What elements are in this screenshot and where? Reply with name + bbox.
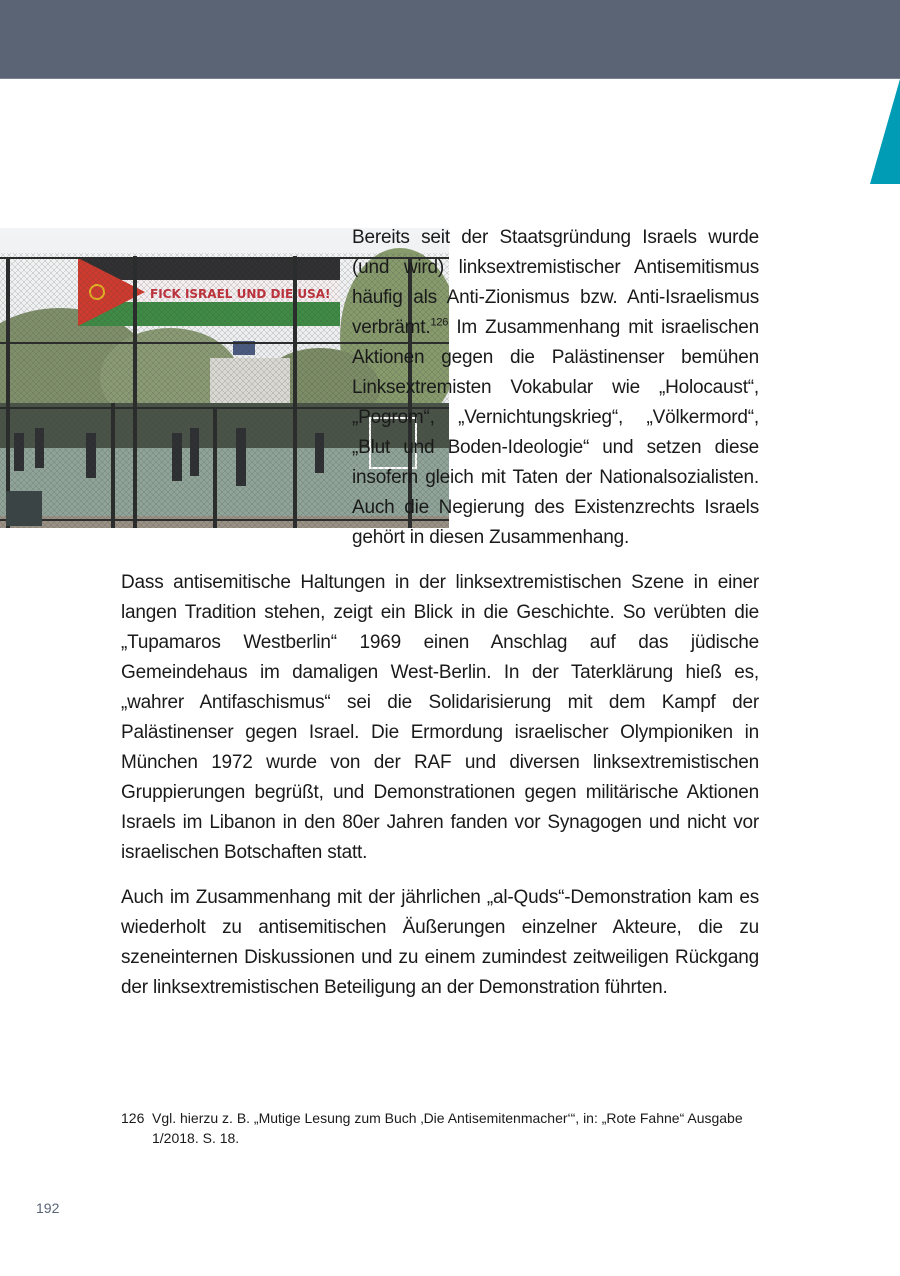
paragraph-1-text-a: Bereits seit der Staatsgründung Israels wurde (und wird) linksextremistischer Antisemitismus häufig als Anti-Zionismus bzw. Anti-Israelismus verbrämt. [352, 227, 759, 338]
header-bar [0, 0, 900, 79]
footnote-126 [121, 1108, 761, 1148]
accent-triangle-icon [868, 79, 900, 184]
paragraph-1-text-b: Im Zusammenhang mit israelischen Aktionen gegen die Palästinenser bemühen Linksextremisten Vokabular wie „Holocaust“, „Pogrom“, „Vernichtungskrieg“, „Völkermord“, „Blut und Boden-Ideologie“ und setzen diese insofern gleich mit Taten der Nationalsozialisten. Auch die Negierung des Existenzrechts Israels gehört in diesen Zusammenhang. [352, 317, 759, 548]
paragraph-2: Dass antisemitische Haltungen in der linksextremistischen Szene in einer langen Tradition stehen, zeigt ein Blick in die Geschichte. So verübten die „Tupamaros Westberlin“ 1969 einen Anschlag auf das jüdische Gemeindehaus im damaligen West-Berlin. In der Taterklärung hieß es, „wahrer Antifaschismus“ sei die Solidarisierung mit dem Kampf der Palästinenser gegen Israel. Die Ermordung israelischer Olympioniken in München 1972 wurde von der RAF und diversen linksextremistischen Gruppierungen begrüßt, und Demonstrationen gegen militärische Aktionen Israels im Libanon in den 80er Jahren fanden vor Synagogen und nicht vor israelischen Botschaften statt. [121, 572, 759, 863]
body-text [121, 223, 759, 1018]
footnote-text: Vgl. hierzu z. B. „Mutige Lesung zum Buch ‚Die Antisemitenmacher‘“, in: „Rote Fahne“ Ausgabe 1/2018. S. 18. [152, 1110, 743, 1146]
footnote-number: 126 [121, 1110, 145, 1126]
page-number: 192 [36, 1200, 60, 1216]
paragraph-3: Auch im Zusammenhang mit der jährlichen „al-Quds“-Demonstration kam es wiederholt zu antisemitischen Äußerungen einzelner Akteure, die zu szeneinternen Diskussionen und zu einem zumindest zeitweiligen Rückgang der linksextremistischen Beteiligung an der Demonstration führten. [121, 887, 759, 998]
footnote-ref-126[interactable]: 126 [430, 316, 449, 329]
photo-float-spacer [0, 223, 352, 541]
